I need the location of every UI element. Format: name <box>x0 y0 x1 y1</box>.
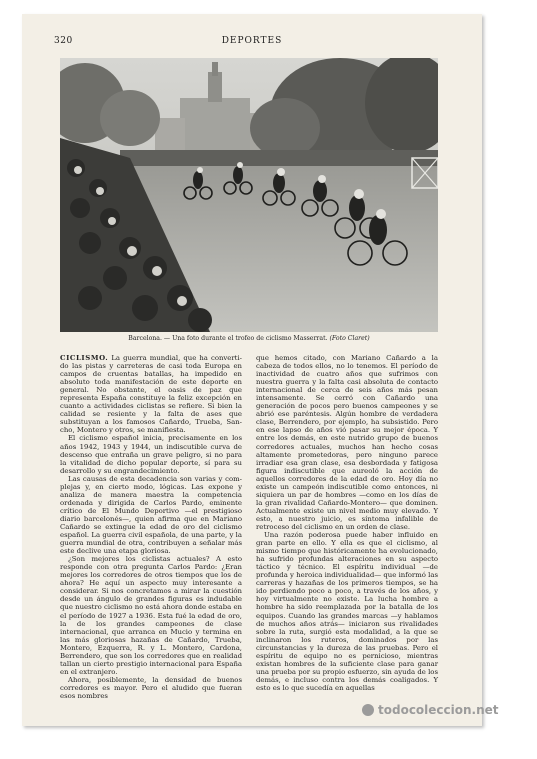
magazine-page <box>22 14 482 726</box>
article-column-left <box>60 354 242 700</box>
watermark-logo-icon <box>362 704 374 716</box>
photo-illustration <box>60 58 438 332</box>
article-paragraph <box>60 354 242 434</box>
article-paragraph: Ahora, posiblemente, la densidad de buenos corredores es mayor. Pero el aludido que fueran esos nombres <box>60 675 242 700</box>
article-lead-word: CICLISMO. <box>60 354 109 362</box>
page-number: 320 <box>54 36 73 46</box>
section-header: DEPORTES <box>221 36 283 46</box>
paragraph-text: La guerra mundial, que ha convertido las pistas y carreteras de casi toda Europa en campos de cruentas batallas, ha impedido en absoluto toda manifestación de este deporte en general. No obstante, el oasis de paz que representa España constituye la feliz excepción en cuanto a actividades ciclistas se refiere. Si bien la calidad se resiente y la falta de ases que substituyan a los famosos Cañardo, Trueba, Sancho, Montero y otros, se manifiesta. <box>60 354 242 435</box>
article-paragraph: Una razón poderosa puede haber influido en gran parte en ello. Y ella es que el ciclismo, al mismo tiempo que históricamente ha evolucionado, ha sufrido profundas alteraciones en su aspecto táctico y técnico. El espíritu individual —de profunda y heroica individualidad— que informó las carreras y hazañas de los primeros tiempos, se ha ido perdiendo poco a poco, a través de los años, y hoy virtualmente no existe. La lucha hombre a hombre ha sido reemplazada por la batalla de los equipos. Cuando las grandes marcas —y hablamos de muchos años atrás— iniciaron sus rivalidades sobre la ruta, surgió esta modalidad, a la que se inclinaron los ruteros, dominados por las circunstancias y la dureza de las pruebas. Pero el espíritu de equipo no es pernicioso, mientras existan hombres de la suficiente clase para ganar una prueba por su propio esfuerzo, sin ayuda de los demás, e incluso contra los demás coaligados. Y esto es lo que sucedía en aquellas <box>256 531 438 692</box>
caption-text: Barcelona. — Una foto durante el trofeo de ciclismo Masserrat. <box>128 335 328 342</box>
watermark-text: todocoleccion.net <box>378 703 499 717</box>
article-paragraph: ¿Son mejores los ciclistas actuales? A esto responde con otra pregunta Carlos Pardo: ¿Eran mejores los corredores de otros tiempos que los de ahora? He aquí un aspecto muy interesante a considerar. Si nos concretamos a mirar la cuestión desde un ángulo de grandes figuras es indudable que nuestro ciclismo no está ahora donde estaba en el período de 1927 a 1936. Esta fué la edad de oro, la de los grandes campeones de clase internacional, que arranca en Mucio y termina en las más gloriosas hazañas de Cañardo, Trueba, Montero, Ezquerra, R. y L. Montero, Cardona, Berrendero, que son los corredores que en realidad tallan un cierto prestigio internacional para España en el extranjero. <box>60 555 242 676</box>
article-paragraph: Las causas de esta decadencia son varias y complejas y, en cierto modo, lógicas. Las expone y analiza de manera maestra la competencia ordenada y dirigida de Carlos Pardo, eminente crítico de El Mundo Deportivo —el prestigioso diario barcelonés—, quien afirma que en Mariano Cañardo se extingue la edad de oro del ciclismo español. La guerra civil española, de una parte, y la guerra mundial de otra, contribuyen a señalar más este declive una etapa gloriosa. <box>60 474 242 556</box>
cycling-race-photo <box>60 58 438 332</box>
article-paragraph: El ciclismo español inicia, precisamente en los años 1942, 1943 y 1944, un indiscutible curva de descenso que entraña un grave peligro, si no para la vitalidad de dicho popular deporte, sí para su desarrollo y su engrandecimiento. <box>60 434 242 475</box>
caption-credit: (Foto Claret) <box>327 335 370 342</box>
article-paragraph: que hemos citado, con Mariano Cañardo a la cabeza de todos ellos, no lo tenemos. El período de inactividad de cuatro años que sufrimos con nuestra guerra y la falta casi absoluta de contacto internacional de cerca de seis años más pesan intensamente. Se cerró con Cañardo una generación de pocos pero buenos campeones y se abrió ese paréntesis. Algún hombre de verdadera clase, Berrendero, por ejemplo, ha subsistido. Pero en ese lapso de años vió pasar su mejor época. Y entre los demás, en este nutrido grupo de buenos corredores actuales, muchos han hecho cosas altamente prometedoras, pero ninguno parece irradiar esa gran clase, esa desbordada y fatigosa figura indiscutible que aureoló la acción de aquellos corredores de la edad de oro. Hoy día no existe un campeón indiscutible como entonces, ni siquiera un par de hombres —como en los días de la gran rivalidad Cañardo-Montero— que dominen. Actualmente existe un nivel medio muy elevado. Y esto, a nuestro juicio, es síntoma infalible de retroceso del ciclismo en un orden de clase. <box>256 354 438 531</box>
article-column-right <box>256 354 438 692</box>
photo-caption <box>60 335 438 342</box>
